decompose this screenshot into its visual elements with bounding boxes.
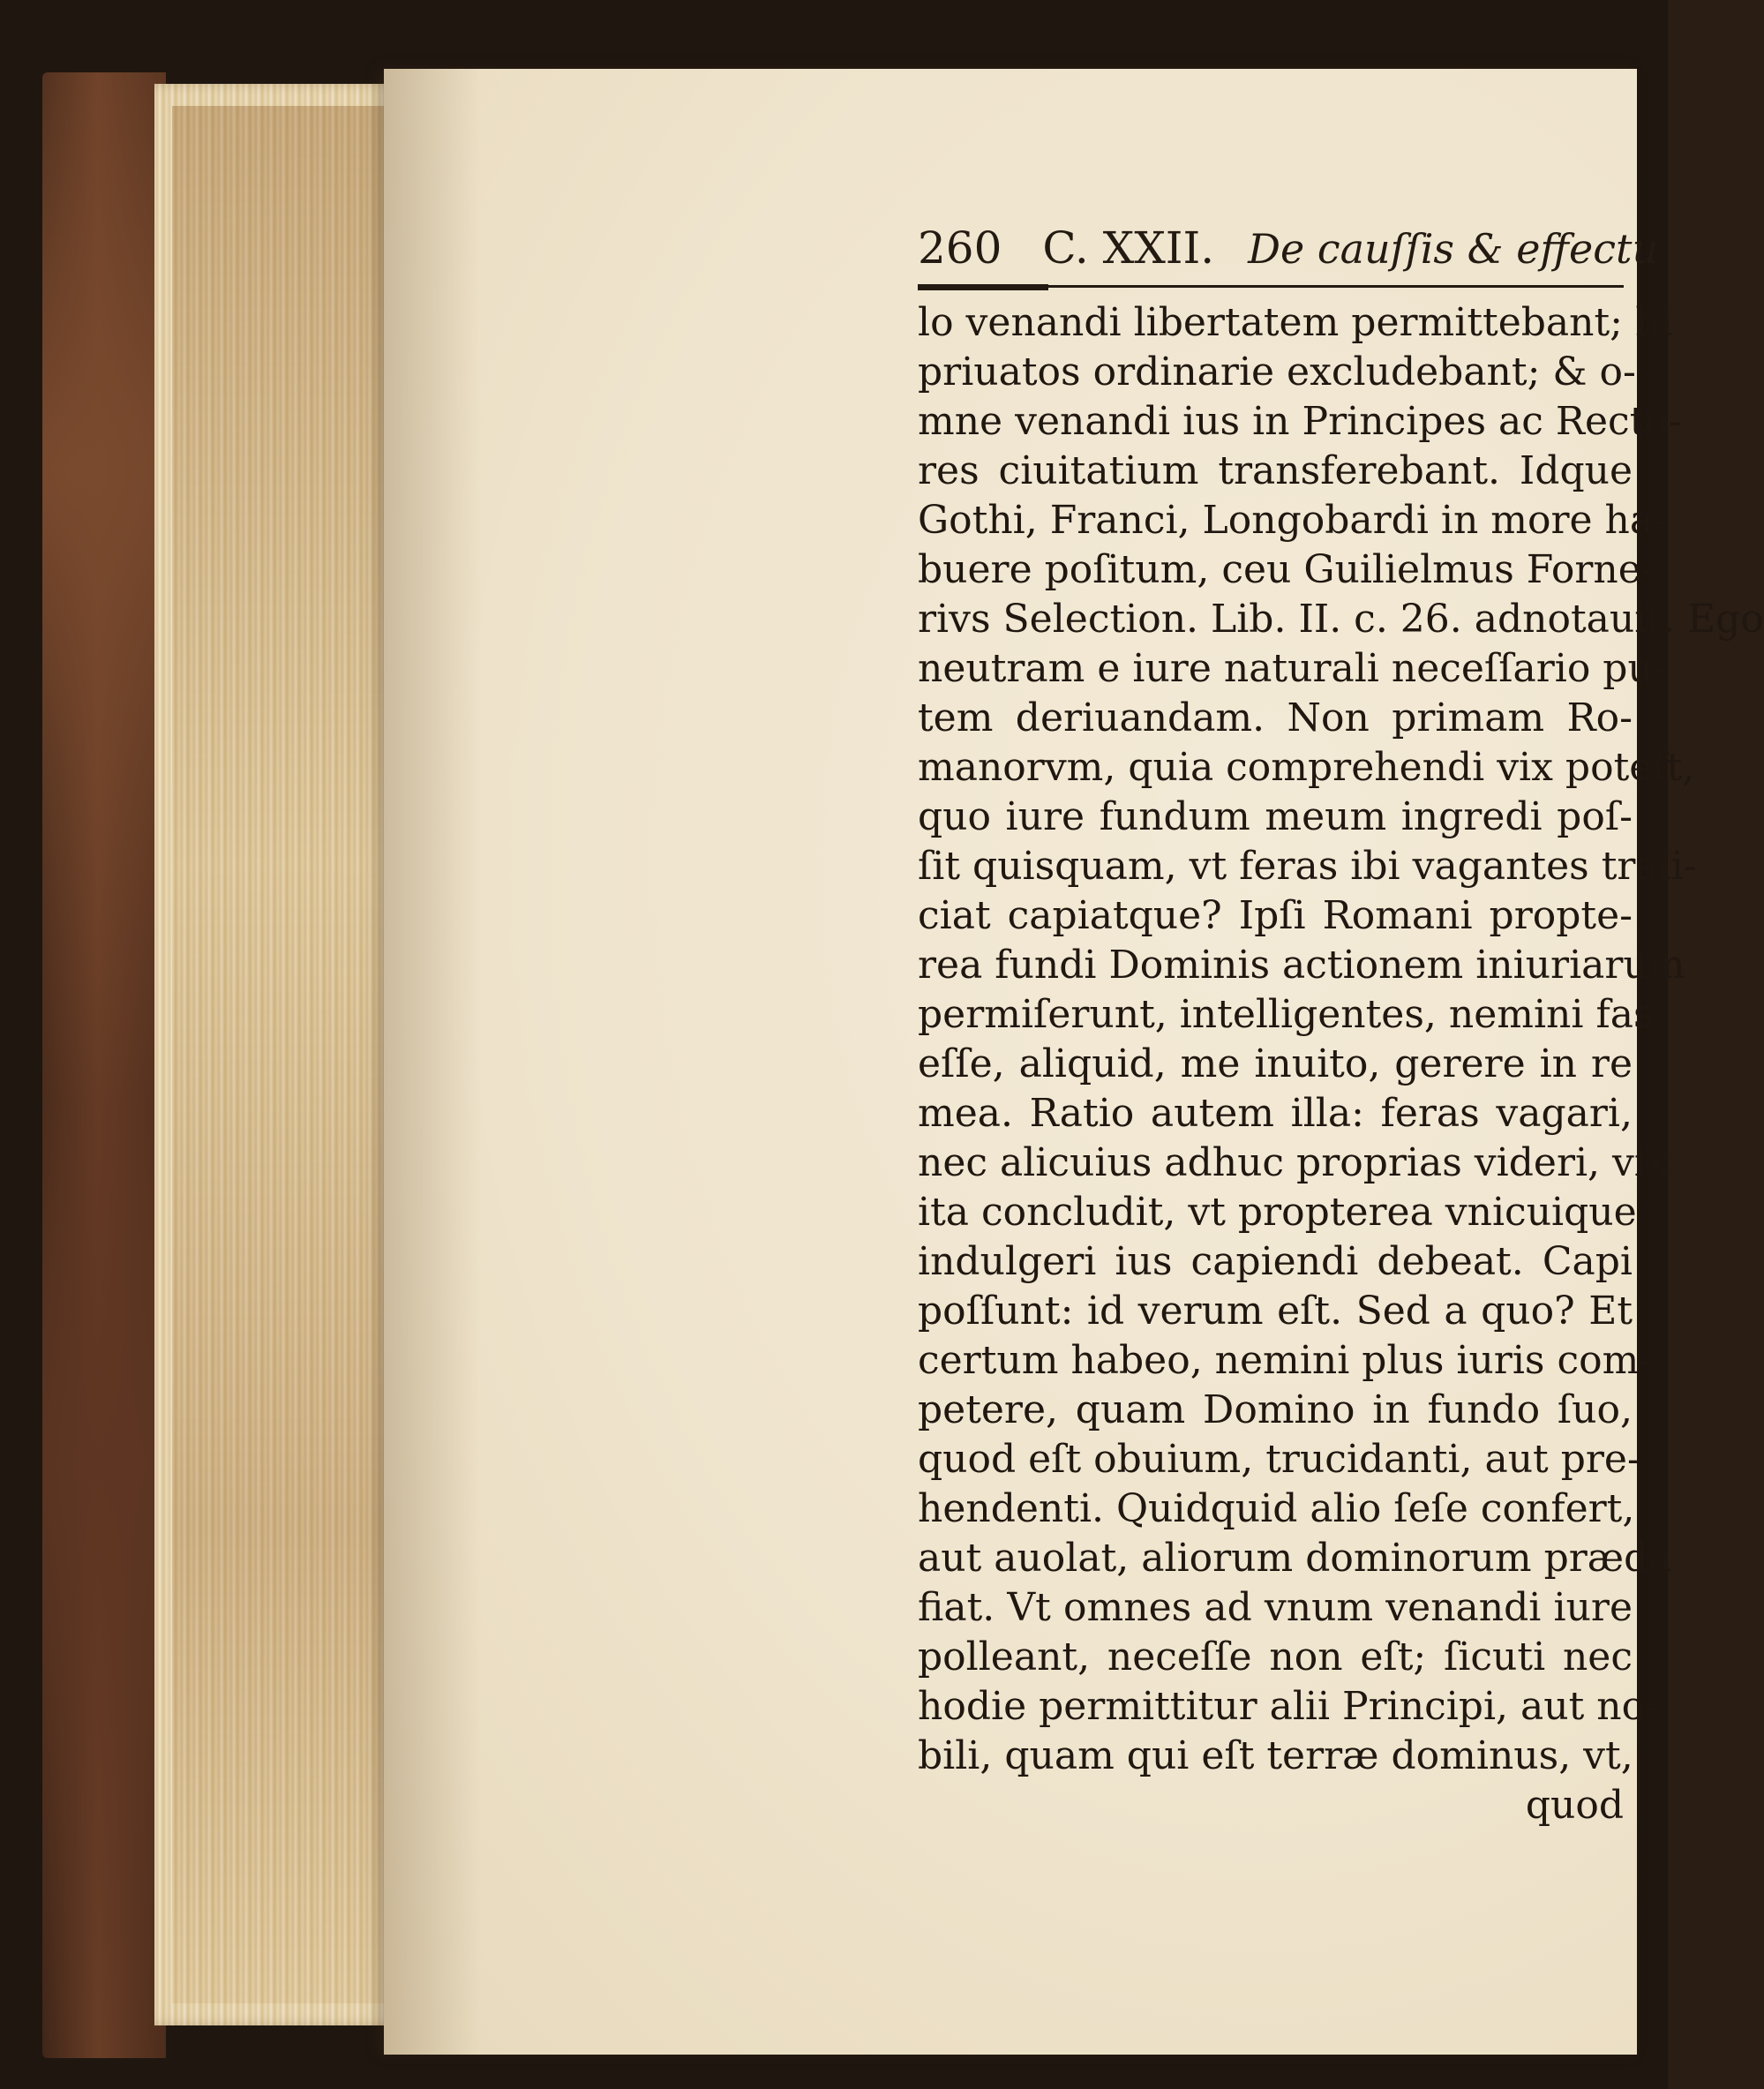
leather-cover xyxy=(42,72,166,2058)
text-line: mne venandi ius in Principes ac Recto- xyxy=(918,399,1682,444)
text-line: mea. Ratio autem illa: feras vagari, xyxy=(918,1091,1633,1136)
text-line: fiat. Vt omnes ad vnum venandi iure xyxy=(918,1585,1633,1630)
chapter-number: C. XXII. xyxy=(1042,222,1215,274)
gutter-shadow xyxy=(384,69,481,2055)
text-line: rea fundi Dominis actionem iniuriarum xyxy=(918,943,1685,988)
running-head xyxy=(918,222,1659,284)
text-line: lo venandi libertatem permittebant; hi xyxy=(918,300,1673,345)
text-line: rivs Selection. Lib. II. c. 26. adnotauit. Ego xyxy=(918,597,1764,642)
text-line: poſſunt: id verum eſt. Sed a quo? Et xyxy=(918,1289,1633,1334)
catchword: quod xyxy=(1525,1783,1624,1828)
text-line: ita concludit, vt propterea vnicuique xyxy=(918,1190,1637,1235)
text-line: ciat capiatque? Ipſi Romani propte- xyxy=(918,893,1633,938)
text-line: polleant, neceſſe non eſt; ſicuti nec xyxy=(918,1634,1633,1679)
text-line: priuatos ordinarie excludebant; & o- xyxy=(918,349,1636,395)
text-line: res ciuitatium transferebant. Idque xyxy=(918,448,1633,493)
text-line: hendenti. Quidquid alio ſeſe confert, xyxy=(918,1486,1635,1531)
text-line: bili, quam qui eſt terræ dominus, vt, xyxy=(918,1733,1633,1778)
page-number: 260 xyxy=(918,222,1002,274)
text-line: quod eſt obuium, trucidanti, aut pre- xyxy=(918,1437,1640,1482)
text-line: manorvm, quia comprehendi vix poteſt, xyxy=(918,745,1695,790)
text-line: quo iure fundum meum ingredi poſ- xyxy=(918,794,1633,839)
text-line: permiſerunt, intelligentes, nemini fas xyxy=(918,992,1654,1037)
page-edge-stain xyxy=(172,106,402,2003)
text-line: certum habeo, nemini plus iuris com- xyxy=(918,1338,1653,1383)
header-rule-thin xyxy=(1048,285,1624,288)
text-line: hodie permittitur alii Principi, aut no- xyxy=(918,1684,1658,1729)
text-line: Gothi, Franci, Longobardi in more ha- xyxy=(918,498,1666,543)
text-line: aut auolat, aliorum dominorum præda xyxy=(918,1536,1672,1581)
text-line: tem deriuandam. Non primam Ro- xyxy=(918,695,1633,740)
text-line: eſſe, aliquid, me inuito, gerere in re xyxy=(918,1041,1633,1086)
text-line: indulgeri ius capiendi debeat. Capi xyxy=(918,1239,1633,1284)
body-text xyxy=(918,298,1764,1830)
text-line: nec alicuius adhuc proprias videri, vix xyxy=(918,1140,1669,1185)
text-line: petere, quam Domino in fundo ſuo, xyxy=(918,1387,1633,1432)
text-line: neutram e iure naturali neceſſario pu- xyxy=(918,646,1666,691)
running-title: De cauſſis & effectu xyxy=(1248,225,1659,273)
text-line: buere poſitum, ceu Guilielmus Forne- xyxy=(918,547,1655,592)
text-line: ſit quisquam, vt feras ibi vagantes traii- xyxy=(918,844,1697,889)
header-rule-thick xyxy=(918,284,1048,290)
